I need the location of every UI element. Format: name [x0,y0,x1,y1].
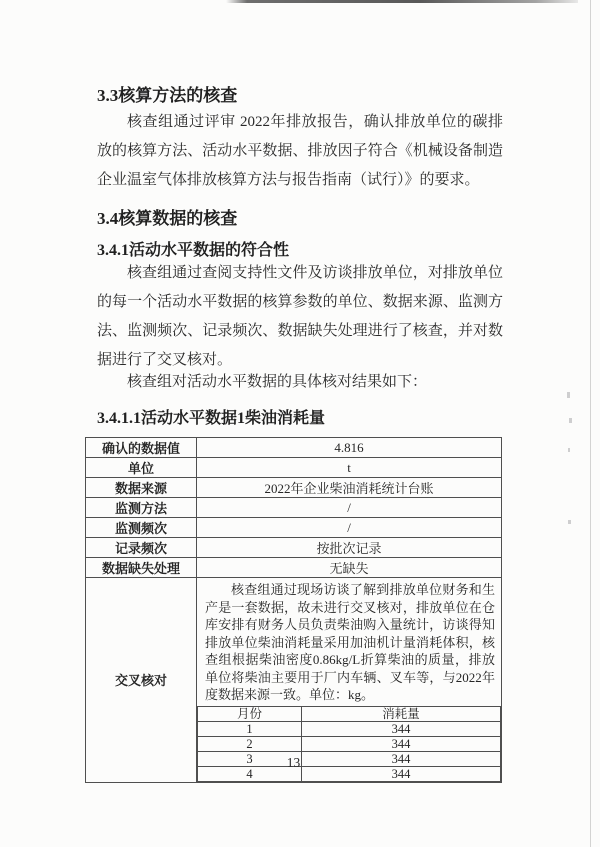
scan-artifact-speck [567,392,570,398]
table-row [86,538,502,558]
heading-3-4-1: 3.4.1活动水平数据的符合性 [97,242,290,259]
row-value: 按批次记录 [197,538,502,558]
heading-3-3: 3.3核算方法的核查 [97,86,238,105]
row-value: 4.816 [197,438,502,458]
cross-check-text: 核查组通过现场访谈了解到排放单位财务和生产是一套数据，故未进行交叉核对，排放单位在仓库安排有财务人员负责柴油购入量统计，访谈得知排放单位柴油消耗量采用加油机计量消耗体积，核查组根据柴油密度0.86kg/L折算柴油的质量，排放单位将柴油主要用于厂内车辆、叉车等，与2022年度数据来源一致。单位：kg。 [205,582,495,702]
row-label: 交叉核对 [86,578,197,783]
scan-artifact-speck [568,520,571,524]
monthly-month: 4 [198,766,302,781]
paragraph-3-3: 核查组通过评审 2022年排放报告，确认排放单位的碳排放的核算方法、活动水平数据、排放因子符合《机械设备制造企业温室气体排放核算方法与报告指南（试行）》的要求。 [97,114,503,188]
monthly-consumption: 344 [302,721,501,736]
row-value: 2022年企业柴油消耗统计台账 [197,478,502,498]
row-value: 无缺失 [197,558,502,578]
monthly-month: 2 [198,736,302,751]
monthly-header-row [198,706,501,721]
table-row [86,518,502,538]
heading-3-4: 3.4核算数据的核查 [97,209,238,228]
paragraph-3-4-1: 核查组通过查阅支持性文件及访谈排放单位，对排放单位的每一个活动水平数据的核算参数的单位、数据来源、监测方法、监测频次、记录频次、数据缺失处理进行了核查，并对数据进行了交叉核对。 [97,265,503,368]
paragraph-results-intro: 核查组对活动水平数据的具体核对结果如下： [127,374,428,390]
monthly-row [198,721,501,736]
activity-data-table [85,437,502,783]
row-label: 数据来源 [86,478,197,498]
table-row [86,438,502,458]
table-row [86,458,502,478]
scan-artifact-speck [569,418,572,423]
row-value: t [197,458,502,478]
row-label: 数据缺失处理 [86,558,197,578]
row-label: 确认的数据值 [86,438,197,458]
monthly-consumption: 344 [302,751,501,766]
row-label: 监测方法 [86,498,197,518]
page-number: 13 [286,755,301,770]
row-value: / [197,518,502,538]
monthly-month: 1 [198,721,302,736]
monthly-header-consumption: 消耗量 [302,706,501,721]
monthly-month: 3 [198,751,302,766]
cross-check-cell [197,578,502,783]
monthly-row [198,736,501,751]
cross-check-row [86,578,502,783]
scan-artifact-speck [568,448,570,452]
monthly-header-month: 月份 [198,706,302,721]
table-row [86,498,502,518]
row-label: 单位 [86,458,197,478]
scan-artifact-right-edge [590,0,591,847]
row-label: 记录频次 [86,538,197,558]
monthly-consumption: 344 [302,766,501,781]
heading-3-4-1-1: 3.4.1.1活动水平数据1柴油消耗量 [97,410,326,427]
scan-artifact-top-edge [226,0,578,3]
table-row [86,558,502,578]
monthly-consumption: 344 [302,736,501,751]
row-label: 监测频次 [86,518,197,538]
row-value: / [197,498,502,518]
table-row [86,478,502,498]
